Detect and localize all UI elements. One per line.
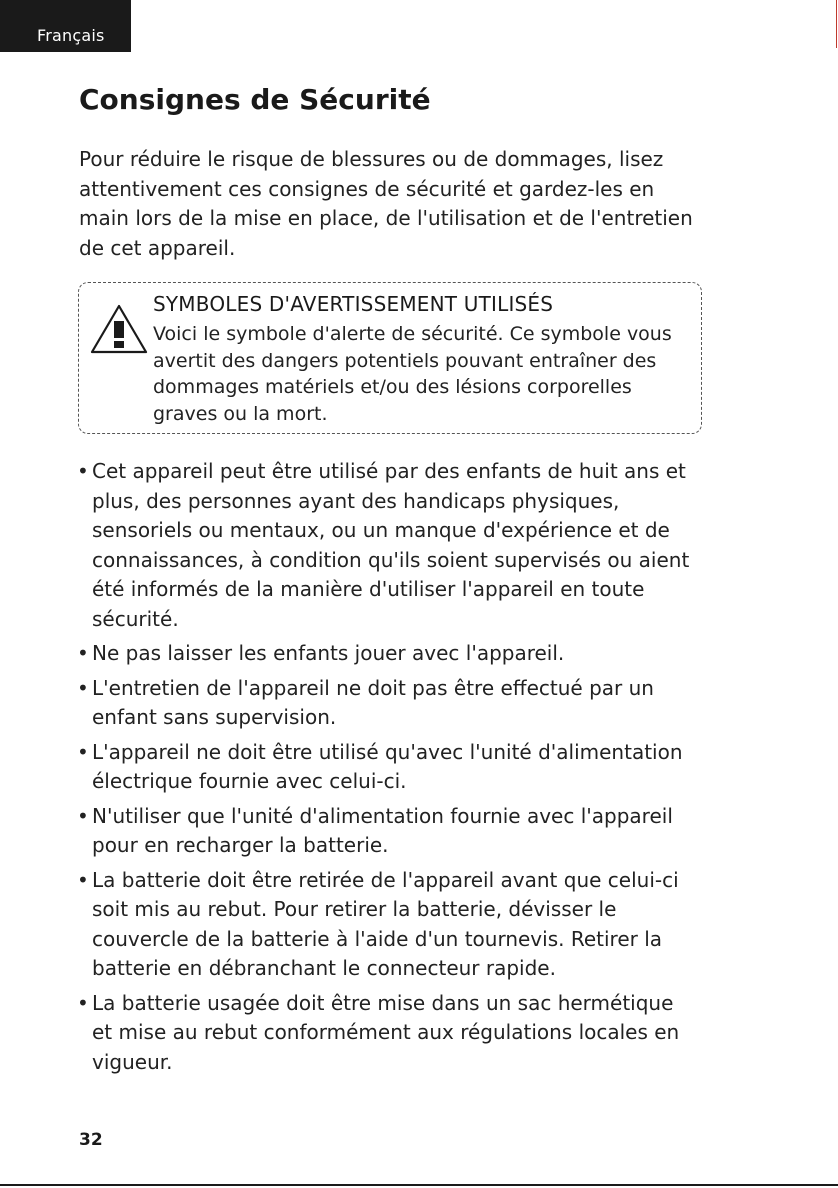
edge-marker bbox=[836, 0, 837, 48]
safety-list bbox=[79, 457, 699, 1082]
list-item: • N'utiliser que l'unité d'alimentation fournie avec l'appareil pour en recharger la batterie. bbox=[79, 802, 699, 861]
page-title: Consignes de Sécurité bbox=[79, 83, 431, 116]
page-number: 32 bbox=[79, 1130, 103, 1150]
list-item: • Cet appareil peut être utilisé par des enfants de huit ans et plus, des personnes ayant des handicaps physiques, sensoriels ou mentaux, ou un manque d'expérience et de connaissances, à condition qu'ils soient supervisés ou aient été informés de la manière d'utiliser l'appareil en toute sécurité. bbox=[79, 457, 699, 634]
list-item: • Ne pas laisser les enfants jouer avec l'appareil. bbox=[79, 639, 699, 669]
list-item: • La batterie usagée doit être mise dans un sac hermétique et mise au rebut conformément aux régulations locales en vigueur. bbox=[79, 989, 699, 1078]
list-item: • L'appareil ne doit être utilisé qu'avec l'unité d'alimentation électrique fournie avec celui-ci. bbox=[79, 738, 699, 797]
intro-paragraph: Pour réduire le risque de blessures ou de dommages, lisez attentivement ces consignes de sécurité et gardez-les en main lors de la mise en place, de l'utilisation et de l'entretien de cet appareil. bbox=[79, 147, 693, 260]
language-tab: Français bbox=[0, 0, 131, 52]
bottom-divider bbox=[0, 1184, 838, 1186]
warning-text: Voici le symbole d'alerte de sécurité. Ce symbole vous avertit des dangers potentiels pouvant entraîner des dommages matériels et/ou des lésions corporelles graves ou la mort. bbox=[153, 323, 672, 425]
warning-box bbox=[78, 282, 702, 434]
list-item: • La batterie doit être retirée de l'appareil avant que celui-ci soit mis au rebut. Pour retirer la batterie, dévisser le couvercle de la batterie à l'aide d'un tournevis. Retirer la batterie en débranchant le connecteur rapide. bbox=[79, 866, 699, 984]
warning-title: SYMBOLES D'AVERTISSEMENT UTILISÉS bbox=[153, 292, 554, 316]
list-item: • L'entretien de l'appareil ne doit pas être effectué par un enfant sans supervision. bbox=[79, 674, 699, 733]
warning-triangle-icon bbox=[89, 303, 149, 355]
